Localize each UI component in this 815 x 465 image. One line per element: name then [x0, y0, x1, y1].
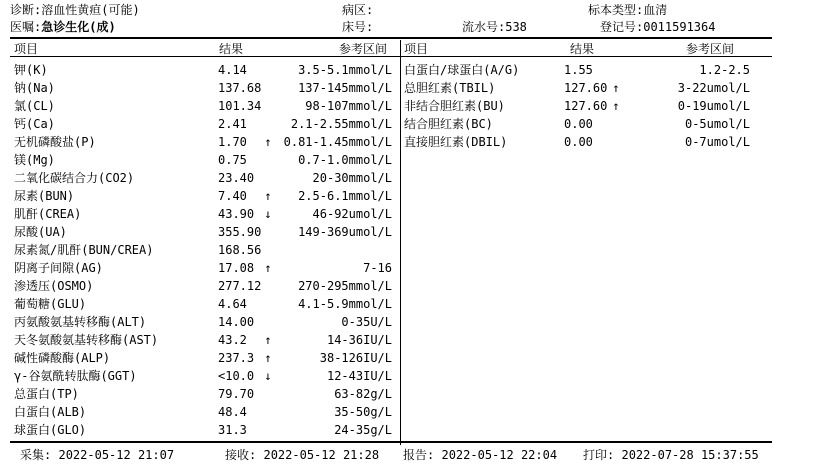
diagnosis	[10, 1, 140, 18]
print-value: 2022-07-28 15:37:55	[621, 448, 759, 462]
table-row	[14, 295, 398, 313]
test-result: 127.60	[564, 81, 608, 95]
test-name: 尿素氮/肌酐(BUN/CREA)	[14, 243, 154, 257]
left-header-reference: 参考区间	[339, 42, 388, 56]
reference-range: 7-16	[363, 261, 392, 275]
table-row	[14, 205, 398, 223]
table-row	[14, 223, 398, 241]
table-row	[404, 97, 750, 115]
report-value: 2022-05-12 22:04	[441, 448, 558, 462]
left-header-item: 项目	[14, 42, 39, 56]
reference-range: 24-35g/L	[334, 423, 392, 437]
test-name: 总胆红素(TBIL)	[404, 81, 496, 95]
table-row	[14, 277, 398, 295]
reference-range: 38-126IU/L	[319, 351, 392, 365]
bed-label: 床号:	[342, 20, 374, 34]
table-row	[14, 133, 398, 151]
table-row	[14, 97, 398, 115]
test-result: <10.0	[218, 369, 255, 383]
test-result: 43.90	[218, 207, 255, 221]
order	[10, 18, 116, 35]
abnormal-flag: ↑	[612, 99, 620, 113]
abnormal-flag: ↓	[264, 207, 272, 221]
specimen-value: 血清	[643, 3, 668, 17]
table-row	[14, 151, 398, 169]
table-row	[14, 241, 398, 259]
reference-range: 63-82g/L	[334, 387, 392, 401]
table-row	[14, 367, 398, 385]
table-row	[14, 79, 398, 97]
reference-range: 149-369umol/L	[298, 225, 392, 239]
left-header-result: 结果	[219, 42, 244, 56]
right-header-reference: 参考区间	[686, 42, 735, 56]
reference-range: 3.5-5.1mmol/L	[298, 63, 392, 77]
test-result: 23.40	[218, 171, 255, 185]
test-name: 球蛋白(GLO)	[14, 423, 87, 437]
test-name: 渗透压(OSMO)	[14, 279, 94, 293]
table-row	[14, 169, 398, 187]
test-name: 肌酐(CREA)	[14, 207, 82, 221]
specimen-type	[588, 1, 667, 18]
test-result: 1.55	[564, 63, 593, 77]
reg-value: 0011591364	[643, 20, 716, 34]
table-row	[14, 421, 398, 439]
table-row	[14, 61, 398, 79]
reference-range: 0.81-1.45mmol/L	[283, 135, 392, 149]
abnormal-flag: ↑	[612, 81, 620, 95]
serial-value: 538	[505, 20, 527, 34]
test-name: 钠(Na)	[14, 81, 55, 95]
test-result: 277.12	[218, 279, 262, 293]
serial-label: 流水号:	[462, 20, 506, 34]
table-row	[404, 133, 750, 151]
receive-time	[225, 446, 379, 463]
receive-value: 2022-05-12 21:28	[263, 448, 380, 462]
reference-range: 1.2-2.5	[699, 63, 750, 77]
table-row	[14, 115, 398, 133]
test-result: 43.2	[218, 333, 247, 347]
reg-label: 登记号:	[600, 20, 644, 34]
test-name: 总蛋白(TP)	[14, 387, 79, 401]
test-result: 79.70	[218, 387, 255, 401]
print-time	[583, 446, 759, 463]
test-name: 结合胆红素(BC)	[404, 117, 493, 131]
specimen-label: 标本类型:	[588, 3, 644, 17]
test-result: 0.00	[564, 135, 593, 149]
table-row	[14, 349, 398, 367]
abnormal-flag: ↑	[264, 135, 272, 149]
test-result: 4.14	[218, 63, 247, 77]
table-bottom-border	[10, 441, 772, 443]
report-time	[403, 446, 557, 463]
test-name: 丙氨酸氨基转移酶(ALT)	[14, 315, 147, 329]
abnormal-flag: ↑	[264, 351, 272, 365]
abnormal-flag: ↑	[264, 189, 272, 203]
bed	[342, 18, 373, 35]
diagnosis-value: 溶血性黄疸(可能)	[41, 3, 140, 17]
table-top-border	[10, 37, 772, 39]
report-label: 报告:	[403, 448, 435, 462]
test-result: 31.3	[218, 423, 247, 437]
test-name: 碱性磷酸酶(ALP)	[14, 351, 111, 365]
registration-number	[600, 18, 715, 35]
reference-range: 2.5-6.1mmol/L	[298, 189, 392, 203]
test-name: γ-谷氨酰转肽酶(GGT)	[14, 369, 137, 383]
abnormal-flag: ↓	[264, 369, 272, 383]
test-result: 1.70	[218, 135, 247, 149]
test-result: 127.60	[564, 99, 608, 113]
right-header-result: 结果	[570, 42, 595, 56]
test-name: 白蛋白/球蛋白(A/G)	[404, 63, 520, 77]
reference-range: 270-295mmol/L	[298, 279, 392, 293]
reference-range: 0-7umol/L	[684, 135, 750, 149]
test-result: 4.64	[218, 297, 247, 311]
reference-range: 4.1-5.9mmol/L	[298, 297, 392, 311]
reference-range: 137-145mmol/L	[298, 81, 392, 95]
reference-range: 0-35U/L	[341, 315, 392, 329]
table-header-border	[10, 56, 772, 57]
test-result: 355.90	[218, 225, 262, 239]
table-row	[404, 79, 750, 97]
test-result: 17.08	[218, 261, 255, 275]
right-header-item: 项目	[404, 42, 429, 56]
table-row	[404, 61, 750, 79]
test-name: 非结合胆红素(BU)	[404, 99, 505, 113]
collect-time	[20, 446, 174, 463]
ward	[342, 1, 373, 18]
test-name: 阴离子间隙(AG)	[14, 261, 103, 275]
reference-range: 20-30mmol/L	[312, 171, 392, 185]
abnormal-flag: ↑	[264, 261, 272, 275]
diagnosis-label: 诊断:	[10, 3, 42, 17]
test-name: 白蛋白(ALB)	[14, 405, 87, 419]
test-name: 无机磷酸盐(P)	[14, 135, 96, 149]
test-name: 钾(K)	[14, 63, 48, 77]
table-row	[14, 313, 398, 331]
table-row	[14, 331, 398, 349]
test-result: 0.75	[218, 153, 247, 167]
test-name: 直接胆红素(DBIL)	[404, 135, 508, 149]
test-name: 尿酸(UA)	[14, 225, 67, 239]
test-result: 101.34	[218, 99, 262, 113]
abnormal-flag: ↑	[264, 333, 272, 347]
reference-range: 0-5umol/L	[684, 117, 750, 131]
ward-label: 病区:	[342, 3, 374, 17]
test-name: 镁(Mg)	[14, 153, 55, 167]
table-row	[404, 115, 750, 133]
table-row	[14, 187, 398, 205]
column-divider	[400, 40, 401, 445]
reference-range: 0-19umol/L	[677, 99, 750, 113]
table-row	[14, 259, 398, 277]
reference-range: 0.7-1.0mmol/L	[298, 153, 392, 167]
reference-range: 98-107mmol/L	[305, 99, 392, 113]
test-result: 14.00	[218, 315, 255, 329]
order-value: 急诊生化(成)	[41, 20, 116, 34]
test-result: 137.68	[218, 81, 262, 95]
table-row	[14, 385, 398, 403]
reference-range: 12-43IU/L	[326, 369, 392, 383]
print-label: 打印:	[583, 448, 615, 462]
test-name: 天冬氨酸氨基转移酶(AST)	[14, 333, 159, 347]
test-result: 7.40	[218, 189, 247, 203]
test-result: 2.41	[218, 117, 247, 131]
order-label: 医嘱:	[10, 20, 42, 34]
test-result: 237.3	[218, 351, 255, 365]
test-result: 168.56	[218, 243, 262, 257]
reference-range: 2.1-2.55mmol/L	[290, 117, 392, 131]
table-row	[14, 403, 398, 421]
collect-label: 采集:	[20, 448, 52, 462]
collect-value: 2022-05-12 21:07	[58, 448, 175, 462]
reference-range: 35-50g/L	[334, 405, 392, 419]
serial-number	[462, 18, 527, 35]
test-name: 钙(Ca)	[14, 117, 55, 131]
test-name: 二氧化碳结合力(CO2)	[14, 171, 135, 185]
test-name: 氯(CL)	[14, 99, 55, 113]
test-name: 尿素(BUN)	[14, 189, 75, 203]
receive-label: 接收:	[225, 448, 257, 462]
test-name: 葡萄糖(GLU)	[14, 297, 87, 311]
reference-range: 3-22umol/L	[677, 81, 750, 95]
test-result: 0.00	[564, 117, 593, 131]
reference-range: 14-36IU/L	[326, 333, 392, 347]
test-result: 48.4	[218, 405, 247, 419]
reference-range: 46-92umol/L	[312, 207, 392, 221]
